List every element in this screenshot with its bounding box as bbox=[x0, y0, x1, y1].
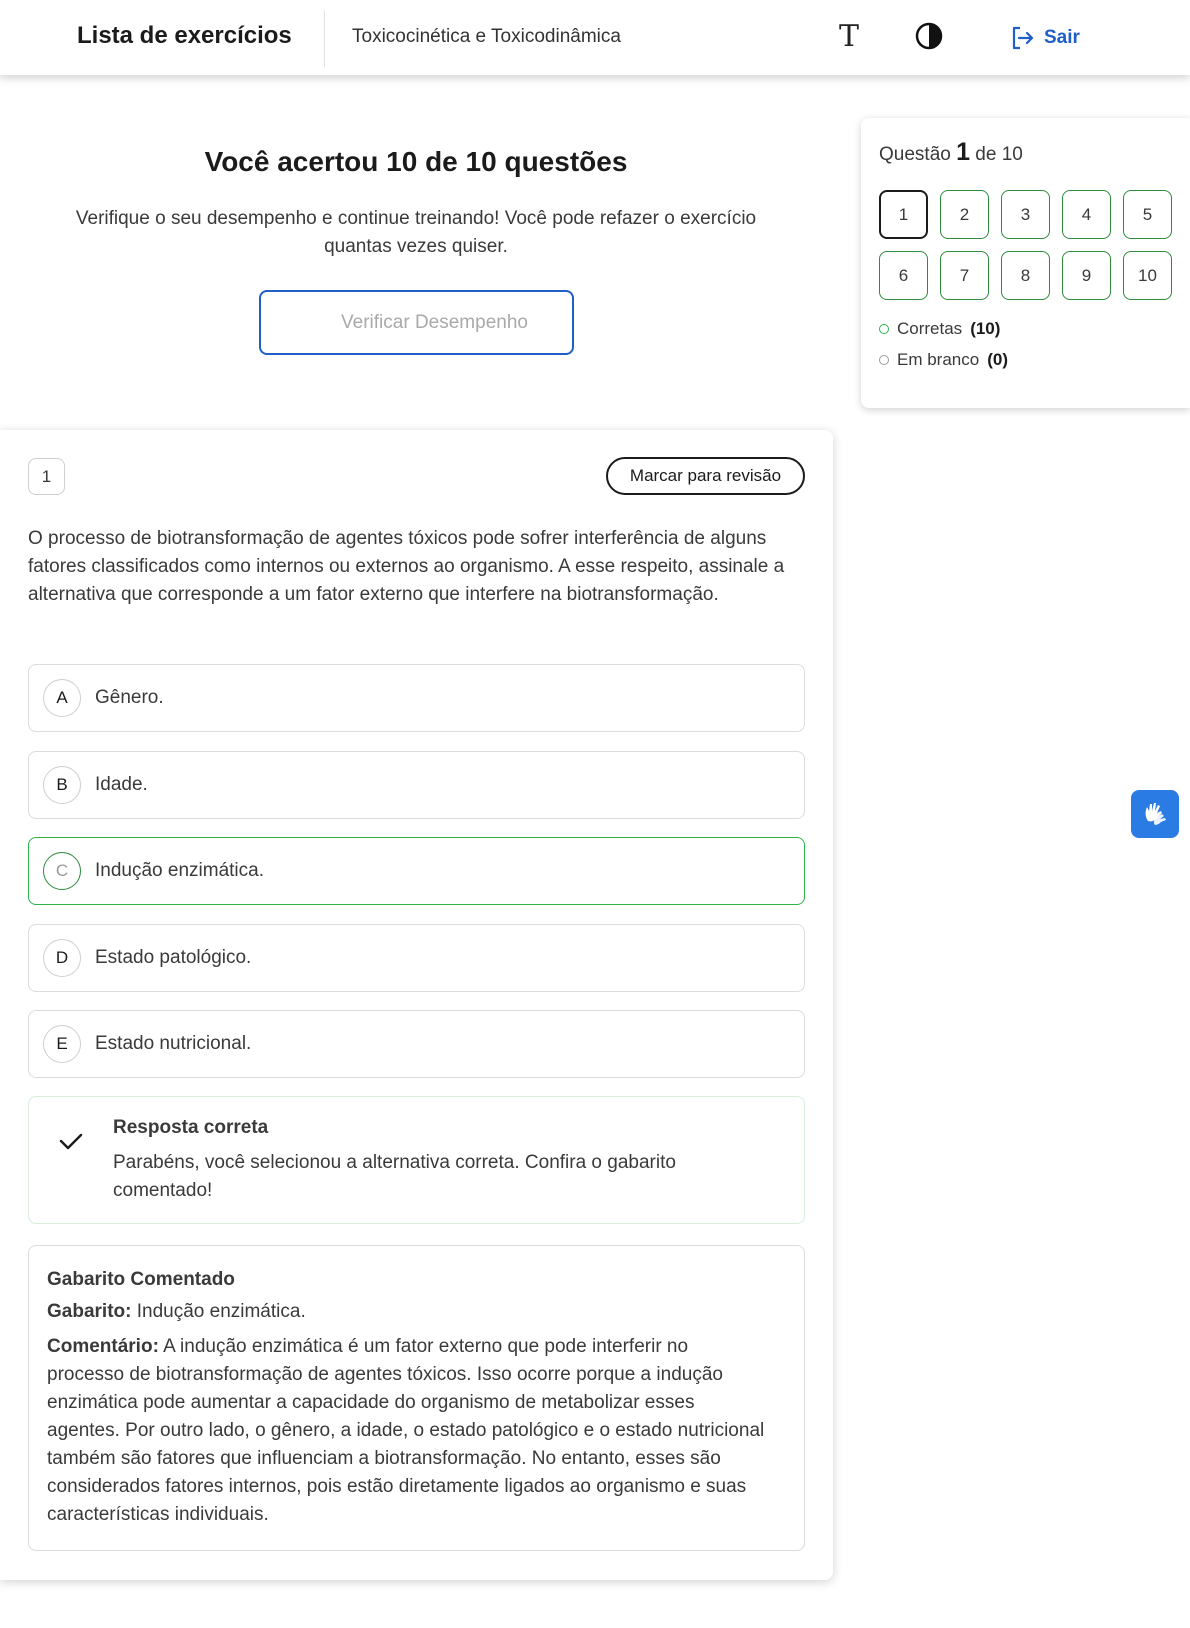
option-text: Estado patológico. bbox=[95, 947, 252, 968]
question-button-2[interactable]: 2 bbox=[940, 190, 989, 239]
question-button-9[interactable]: 9 bbox=[1062, 251, 1111, 300]
legend-correct bbox=[879, 319, 1000, 339]
verify-performance-button[interactable]: Verificar Desempenho bbox=[259, 290, 574, 355]
navigator-suffix: de 10 bbox=[975, 144, 1023, 165]
option-text: Estado nutricional. bbox=[95, 1033, 252, 1054]
comment-text: A indução enzimática é um fator externo que pode interferir no processo de biotransformação de agentes tóxicos. Isso ocorre porque a indução enzimática pode aumentar a capacidade do organismo de metabolizar esses agentes. Por outro lado, o gênero, a idade, o estado patológico e o estado nutricional também são fatores que influenciam a biotransformação. No entanto, esses são considerados fatores internos, pois estão diretamente ligados ao organismo e suas características individuais. bbox=[47, 1336, 765, 1525]
feedback-text: Parabéns, você selecionou a alternativa correta. Confira o gabarito comentado! bbox=[113, 1152, 676, 1201]
top-bar bbox=[0, 0, 1190, 75]
logout-button[interactable] bbox=[1010, 22, 1080, 54]
font-size-icon[interactable]: T bbox=[838, 18, 859, 54]
option-e[interactable] bbox=[28, 1010, 805, 1078]
question-button-5[interactable]: 5 bbox=[1123, 190, 1172, 239]
option-letter: B bbox=[43, 766, 81, 804]
mark-for-review-button[interactable]: Marcar para revisão bbox=[606, 457, 805, 495]
answer-key-box bbox=[28, 1245, 805, 1551]
question-button-6[interactable]: 6 bbox=[879, 251, 928, 300]
answer-key-gabarito bbox=[47, 1301, 306, 1323]
question-button-8[interactable]: 8 bbox=[1001, 251, 1050, 300]
question-grid bbox=[879, 190, 1179, 300]
answer-key-title: Gabarito Comentado bbox=[47, 1269, 235, 1290]
navigator-prefix: Questão bbox=[879, 144, 951, 165]
course-name: Toxicocinética e Toxicodinâmica bbox=[352, 26, 621, 47]
legend-correct-label: Corretas bbox=[897, 319, 963, 338]
option-text: Idade. bbox=[95, 774, 148, 795]
question-text: O processo de biotransformação de agentes tóxicos pode sofrer interferência de alguns fatores classificados como internos ou externos ao organismo. A esse respeito, assinale a alternativa que corresponde a um fator externo que interfere na biotransformação. bbox=[28, 528, 785, 605]
question-card bbox=[0, 430, 833, 1580]
option-b[interactable] bbox=[28, 751, 805, 819]
legend-blank bbox=[879, 350, 1008, 370]
result-title: Você acertou 10 de 10 questões bbox=[204, 146, 628, 177]
question-button-4[interactable]: 4 bbox=[1062, 190, 1111, 239]
option-letter: A bbox=[43, 679, 81, 717]
navigator-current: 1 bbox=[956, 138, 971, 166]
question-button-10[interactable]: 10 bbox=[1123, 251, 1172, 300]
contrast-icon[interactable] bbox=[913, 20, 945, 52]
answer-feedback bbox=[28, 1096, 805, 1224]
header-divider bbox=[324, 10, 325, 67]
legend-blank-count: (0) bbox=[987, 350, 1008, 369]
correct-dot-icon bbox=[879, 324, 889, 334]
question-button-7[interactable]: 7 bbox=[940, 251, 989, 300]
legend-correct-count: (10) bbox=[970, 319, 1001, 338]
logout-icon bbox=[1010, 25, 1036, 51]
question-navigator bbox=[861, 118, 1190, 408]
option-c[interactable] bbox=[28, 837, 805, 905]
option-a[interactable] bbox=[28, 664, 805, 732]
blank-dot-icon bbox=[879, 355, 889, 365]
option-d[interactable] bbox=[28, 924, 805, 992]
option-text: Gênero. bbox=[95, 687, 164, 708]
check-icon bbox=[57, 1127, 85, 1155]
result-subtitle: Verifique o seu desempenho e continue treinando! Você pode refazer o exercício quantas vezes quiser. bbox=[75, 208, 757, 257]
app-title: Lista de exercícios bbox=[77, 22, 292, 49]
sign-language-icon[interactable] bbox=[1131, 790, 1179, 838]
question-button-1[interactable]: 1 bbox=[879, 190, 928, 239]
option-letter: E bbox=[43, 1025, 81, 1063]
legend-blank-label: Em branco bbox=[897, 350, 980, 369]
answer-key-comment bbox=[47, 1333, 767, 1529]
navigator-heading bbox=[879, 138, 1023, 167]
gabarito-label: Gabarito: bbox=[47, 1301, 132, 1322]
feedback-title: Resposta correta bbox=[113, 1117, 269, 1138]
option-letter: D bbox=[43, 939, 81, 977]
gabarito-value: Indução enzimática. bbox=[136, 1301, 306, 1322]
option-text: Indução enzimática. bbox=[95, 860, 264, 881]
logout-label: Sair bbox=[1044, 27, 1080, 48]
comment-label: Comentário: bbox=[47, 1336, 159, 1357]
question-button-3[interactable]: 3 bbox=[1001, 190, 1050, 239]
question-number: 1 bbox=[28, 458, 65, 495]
option-letter: C bbox=[43, 852, 81, 890]
